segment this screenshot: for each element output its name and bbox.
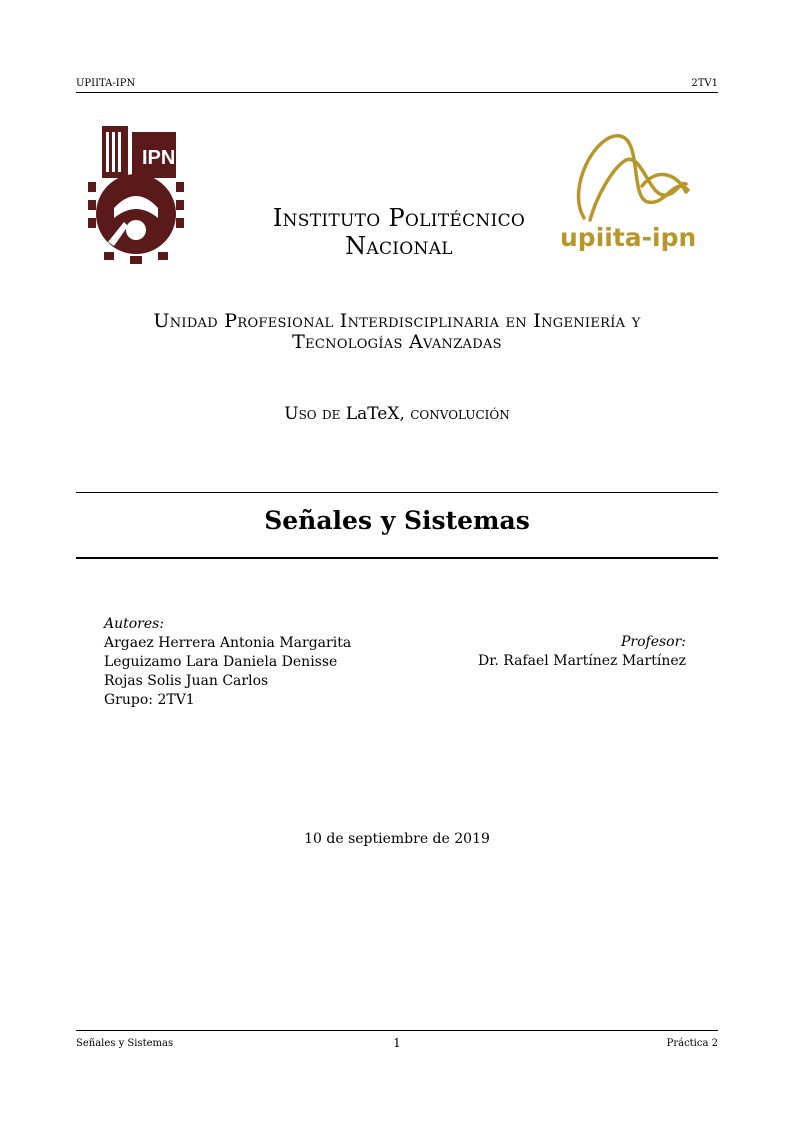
author-name: Leguizamo Lara Daniela Denisse xyxy=(104,654,338,670)
unit-name xyxy=(0,311,794,353)
unit-name-line2: Tecnologías Avanzadas xyxy=(292,331,502,353)
ipn-logo-text: IPN xyxy=(142,147,176,169)
author-name: Rojas Solis Juan Carlos xyxy=(104,673,269,689)
title-top-rule xyxy=(76,492,718,493)
unit-name-line1: Unidad Profesional Interdisciplinaria en Ingeniería y xyxy=(153,310,641,332)
latex-logo: LaTeX xyxy=(345,404,400,424)
header-rule xyxy=(76,92,718,93)
subtitle-prefix: Uso de xyxy=(284,404,346,424)
institute-name-line2: Nacional xyxy=(345,232,453,260)
professor-block xyxy=(478,633,686,671)
ipn-seal-icon xyxy=(84,122,188,264)
professor-name: Dr. Rafael Martínez Martínez xyxy=(478,653,686,669)
running-header-right: 2TV1 xyxy=(691,78,718,89)
footer-rule xyxy=(76,1030,718,1031)
subtitle-suffix: , convolución xyxy=(399,404,510,424)
institute-name xyxy=(240,204,558,260)
upiita-logo-text: upiita-ipn xyxy=(560,223,697,252)
document-title: Señales y Sistemas xyxy=(264,506,530,535)
authors-block xyxy=(104,615,351,710)
author-name: Argaez Herrera Antonia Margarita xyxy=(104,635,352,651)
upiita-swoosh-icon xyxy=(556,128,718,256)
running-footer-left: Señales y Sistemas xyxy=(76,1038,174,1049)
running-header-left: UPIITA-IPN xyxy=(76,78,136,89)
upiita-logo xyxy=(556,128,718,256)
group-label: Grupo: 2TV1 xyxy=(104,692,195,708)
document-subtitle xyxy=(0,404,794,424)
professor-label: Profesor: xyxy=(620,634,686,650)
authors-label: Autores: xyxy=(104,616,165,632)
ipn-logo xyxy=(84,122,188,264)
running-footer-right: Práctica 2 xyxy=(666,1038,718,1049)
title-bottom-rule xyxy=(76,557,718,559)
institute-name-line1: Instituto Politécnico xyxy=(272,204,526,232)
document-date: 10 de septiembre de 2019 xyxy=(304,831,490,847)
page-number: 1 xyxy=(393,1036,401,1050)
